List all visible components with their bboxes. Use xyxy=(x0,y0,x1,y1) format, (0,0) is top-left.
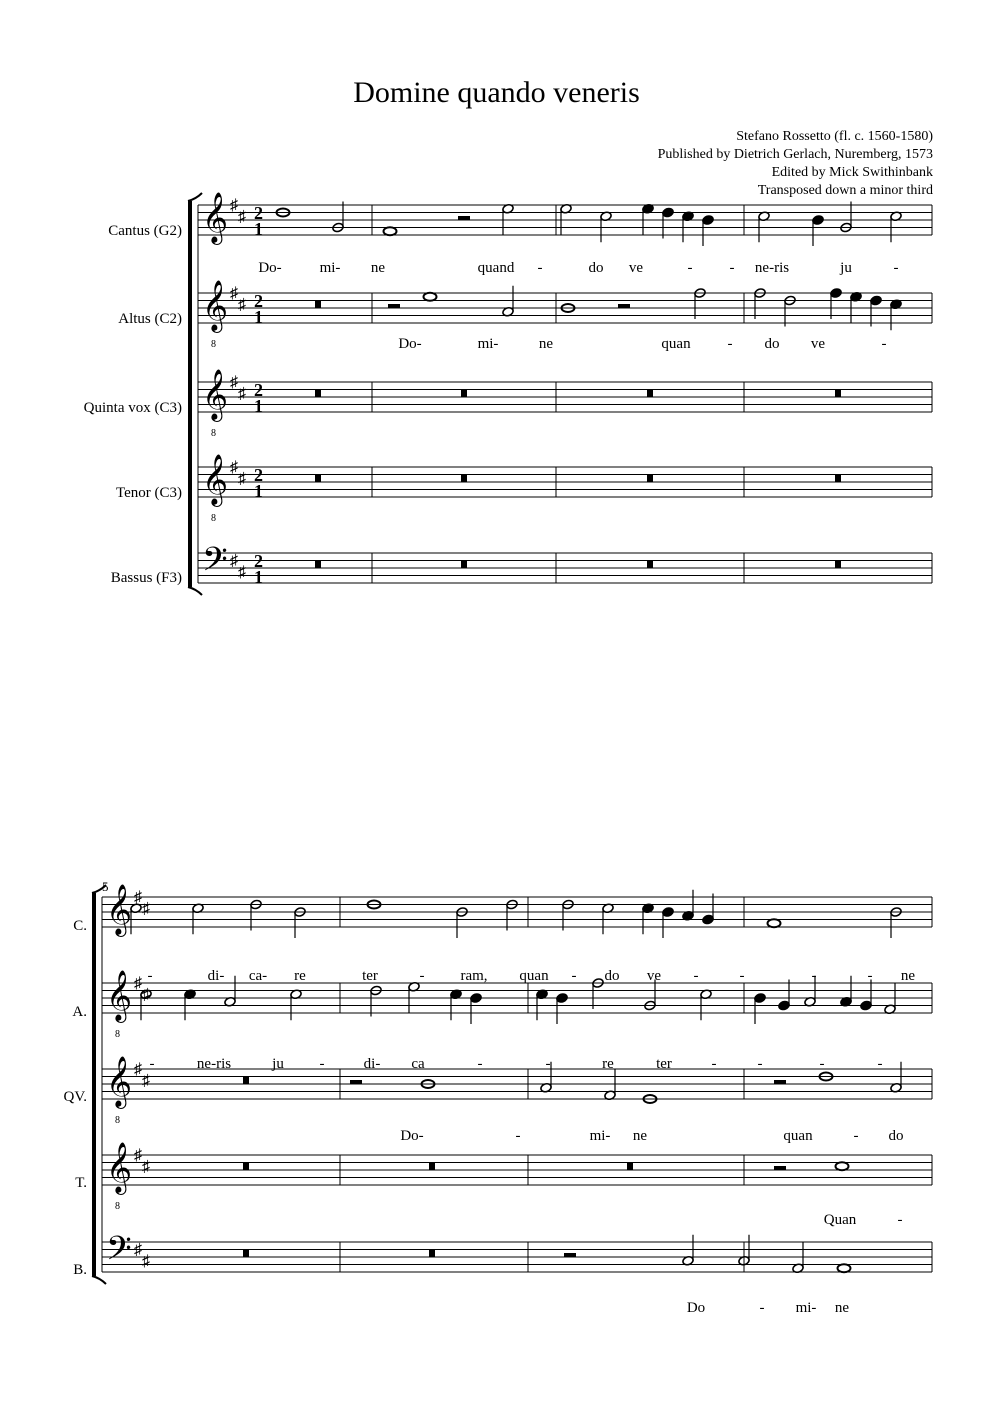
staff-label-c: C. xyxy=(73,918,87,934)
lyric-syllable: - xyxy=(759,1300,765,1316)
staff-label-b: B. xyxy=(73,1262,87,1278)
half-rest xyxy=(774,1166,786,1170)
lyric-syllable: - xyxy=(819,1056,825,1072)
sharp-icon: ♯ xyxy=(238,563,246,581)
half-rest xyxy=(388,304,400,308)
half-rest xyxy=(458,216,470,220)
breve-rest xyxy=(835,561,841,569)
bracket-bottom-hook xyxy=(92,1276,106,1284)
whole-note xyxy=(836,1162,849,1170)
lyric-syllable: ve xyxy=(646,968,662,984)
breve-rest xyxy=(243,1250,249,1258)
breve-rest xyxy=(243,1077,249,1085)
whole-note xyxy=(384,227,397,235)
lyric-syllable: - xyxy=(687,260,693,276)
whole-note xyxy=(424,293,437,301)
half-rest xyxy=(564,1253,576,1257)
time-sig-bottom: 1 xyxy=(254,396,263,416)
lyric-syllable: - xyxy=(881,336,887,352)
time-sig-bottom: 1 xyxy=(254,219,263,239)
breve-rest xyxy=(315,561,321,569)
time-sig-top: 2 xyxy=(254,203,263,223)
lyric-syllable: di- xyxy=(363,1056,381,1072)
sharp-icon: ♯ xyxy=(238,296,246,314)
time-sig-top: 2 xyxy=(254,380,263,400)
sharp-icon: ♯ xyxy=(230,552,238,570)
lyric-syllable: quand xyxy=(477,260,515,276)
sharp-icon: ♯ xyxy=(230,197,238,214)
quarter-note xyxy=(860,1000,872,1011)
bracket-bottom-hook xyxy=(188,587,202,595)
bracket-top-hook xyxy=(188,193,202,201)
notes-layer xyxy=(130,202,902,1274)
lyric-syllable: - xyxy=(811,968,817,984)
lyric-syllable: ram, xyxy=(460,968,488,984)
staff-label-bassus: Bassus (F3) xyxy=(110,570,182,586)
lyric-syllable: - xyxy=(419,968,425,984)
lyric-syllable: - xyxy=(319,1056,325,1072)
quarter-note xyxy=(702,215,714,226)
quarter-note xyxy=(702,914,714,925)
octave-8-marker: 8 xyxy=(115,1115,120,1126)
lyric-syllable: - xyxy=(897,1212,903,1228)
half-rest xyxy=(618,304,630,308)
sharp-icon: ♯ xyxy=(142,986,150,1004)
treble-clef-icon: 𝄞 xyxy=(202,455,229,504)
octave-8-marker: 8 xyxy=(115,1029,120,1040)
lyric-syllable: - xyxy=(149,1056,155,1072)
lyric-syllable: quan xyxy=(661,336,691,352)
sharp-icon: ♯ xyxy=(134,975,142,992)
lyric-syllable: - xyxy=(757,1056,763,1072)
lyric-syllable: Do- xyxy=(398,336,422,352)
breve-rest xyxy=(429,1163,435,1171)
lyric-syllable: ne xyxy=(900,968,916,984)
treble-clef-icon: 𝄞 xyxy=(106,1057,133,1106)
lyric-syllable: ca- xyxy=(248,968,268,984)
piece-title: Domine quando veneris xyxy=(353,76,640,109)
lyric-syllable: ter xyxy=(656,1056,672,1072)
lyric-syllable: ne xyxy=(834,1300,850,1316)
treble-clef-icon: 𝄞 xyxy=(202,281,229,330)
lyric-syllable: mi- xyxy=(477,336,499,352)
treble-clef-icon: 𝄞 xyxy=(106,971,133,1020)
lyric-syllable: mi- xyxy=(319,260,341,276)
sharp-icon: ♯ xyxy=(134,1147,142,1164)
sharp-icon: ♯ xyxy=(142,900,150,918)
breve-rest xyxy=(243,1163,249,1171)
staff-label-cantus: Cantus (G2) xyxy=(108,223,182,239)
staff-label-quinta-vox: Quinta vox (C3) xyxy=(83,400,182,416)
staff-label-t: T. xyxy=(75,1175,87,1191)
sharp-icon: ♯ xyxy=(142,1072,150,1090)
breve-rest xyxy=(647,390,653,398)
lyric-syllable: do xyxy=(588,260,604,276)
lyric-syllable: re xyxy=(294,968,306,984)
treble-clef-icon: 𝄞 xyxy=(202,193,229,242)
sharp-icon: ♯ xyxy=(142,1158,150,1176)
whole-note xyxy=(768,919,781,927)
breve-rest xyxy=(647,475,653,483)
lyric-syllable: - xyxy=(571,968,577,984)
editor-credit: Edited by Mick Swithinbank xyxy=(771,165,933,180)
lyric-syllable: - xyxy=(711,1056,717,1072)
lyric-syllable: - xyxy=(693,968,699,984)
bass-clef-icon: 𝄢 xyxy=(202,541,228,586)
publisher-credit: Published by Dietrich Gerlach, Nuremberg, 1573 xyxy=(657,147,933,162)
sharp-icon: ♯ xyxy=(134,889,142,906)
lyric-syllable: re xyxy=(602,1056,614,1072)
lyric-syllable: do xyxy=(888,1128,904,1144)
lyric-syllable: - xyxy=(537,260,543,276)
quarter-note xyxy=(662,207,674,218)
staff-label-a: A. xyxy=(72,1004,87,1020)
quarter-note xyxy=(778,1000,790,1011)
time-sig-top: 2 xyxy=(254,291,263,311)
breve-rest xyxy=(647,561,653,569)
octave-8-marker: 8 xyxy=(211,339,216,350)
breve-rest xyxy=(627,1163,633,1171)
breve-rest xyxy=(429,1250,435,1258)
lyric-syllable: quan xyxy=(519,968,549,984)
breve-rest xyxy=(461,475,467,483)
lyric-syllable: ne xyxy=(632,1128,648,1144)
lyric-syllable: ju xyxy=(272,1056,284,1072)
lyric-syllable: ne xyxy=(538,336,554,352)
breve-rest xyxy=(315,475,321,483)
lyric-syllable: - xyxy=(877,1056,883,1072)
sharp-icon: ♯ xyxy=(238,208,246,226)
lyric-syllable: - xyxy=(477,1056,483,1072)
lyric-syllable: mi- xyxy=(795,1300,817,1316)
sharp-icon: ♯ xyxy=(134,1241,142,1259)
octave-8-marker: 8 xyxy=(211,513,216,524)
treble-clef-icon: 𝄞 xyxy=(106,885,133,934)
breve-rest xyxy=(315,390,321,398)
lyric-syllable: - xyxy=(545,1056,551,1072)
quarter-note xyxy=(830,288,842,299)
lyric-syllable: - xyxy=(147,968,153,984)
treble-clef-icon: 𝄞 xyxy=(106,1143,133,1192)
half-rest xyxy=(774,1080,786,1084)
time-sig-bottom: 1 xyxy=(254,307,263,327)
breve-rest xyxy=(461,390,467,398)
quarter-note xyxy=(754,993,766,1004)
lyric-syllable: - xyxy=(867,968,873,984)
time-sig-bottom: 1 xyxy=(254,481,263,501)
sharp-icon: ♯ xyxy=(230,285,238,302)
lyric-syllable: ne-ris xyxy=(754,260,790,276)
lyric-syllable: Do xyxy=(686,1300,706,1316)
time-sig-top: 2 xyxy=(254,465,263,485)
sharp-icon: ♯ xyxy=(238,470,246,488)
lyric-syllable: ne-ris xyxy=(196,1056,232,1072)
quarter-note xyxy=(662,907,674,918)
lyric-syllable: ter xyxy=(362,968,378,984)
lyric-syllable: - xyxy=(739,968,745,984)
lyric-syllable: mi- xyxy=(589,1128,611,1144)
lyric-syllable: - xyxy=(893,260,899,276)
lyric-syllable: do xyxy=(604,968,620,984)
staves-layer xyxy=(92,193,932,1284)
lyric-syllable: di- xyxy=(207,968,225,984)
transposition-note: Transposed down a minor third xyxy=(757,183,933,198)
lyric-syllable: - xyxy=(515,1128,521,1144)
treble-clef-icon: 𝄞 xyxy=(202,370,229,419)
sharp-icon: ♯ xyxy=(230,374,238,391)
lyric-syllable: ve xyxy=(628,260,644,276)
time-sig-top: 2 xyxy=(254,551,263,571)
lyric-syllable: quan xyxy=(783,1128,813,1144)
half-rest xyxy=(350,1080,362,1084)
breve-rest xyxy=(461,561,467,569)
breve-rest xyxy=(835,390,841,398)
lyric-syllable: - xyxy=(853,1128,859,1144)
lyric-syllable: ju xyxy=(840,260,852,276)
bass-clef-icon: 𝄢 xyxy=(106,1230,132,1275)
breve-rest xyxy=(835,475,841,483)
measure-number: 5 xyxy=(102,879,109,894)
sharp-icon: ♯ xyxy=(134,1061,142,1078)
lyric-syllable: Do- xyxy=(400,1128,424,1144)
lyrics-layer xyxy=(148,260,916,1316)
staff-label-tenor: Tenor (C3) xyxy=(115,485,182,501)
time-sig-bottom: 1 xyxy=(254,567,263,587)
sharp-icon: ♯ xyxy=(230,459,238,476)
quarter-note xyxy=(812,215,824,226)
quarter-note xyxy=(470,993,482,1004)
lyric-syllable: ve xyxy=(810,336,826,352)
octave-8-marker: 8 xyxy=(115,1201,120,1212)
sharp-icon: ♯ xyxy=(238,385,246,403)
staff-label-altus: Altus (C2) xyxy=(118,311,182,327)
whole-note xyxy=(838,1264,851,1272)
sharp-icon: ♯ xyxy=(142,1252,150,1270)
lyric-syllable: Quan xyxy=(823,1212,857,1228)
lyric-syllable: ca xyxy=(411,1056,425,1072)
lyric-syllable: Do- xyxy=(258,260,282,276)
quarter-note xyxy=(556,993,568,1004)
lyric-syllable: ne xyxy=(370,260,386,276)
quarter-note xyxy=(870,295,882,306)
staff-label-qv: QV. xyxy=(63,1089,87,1105)
octave-8-marker: 8 xyxy=(211,428,216,439)
lyric-syllable: do xyxy=(764,336,780,352)
lyric-syllable: - xyxy=(727,336,733,352)
breve-rest xyxy=(315,301,321,309)
composer-credit: Stefano Rossetto (fl. c. 1560-1580) xyxy=(736,129,933,144)
lyric-syllable: - xyxy=(729,260,735,276)
